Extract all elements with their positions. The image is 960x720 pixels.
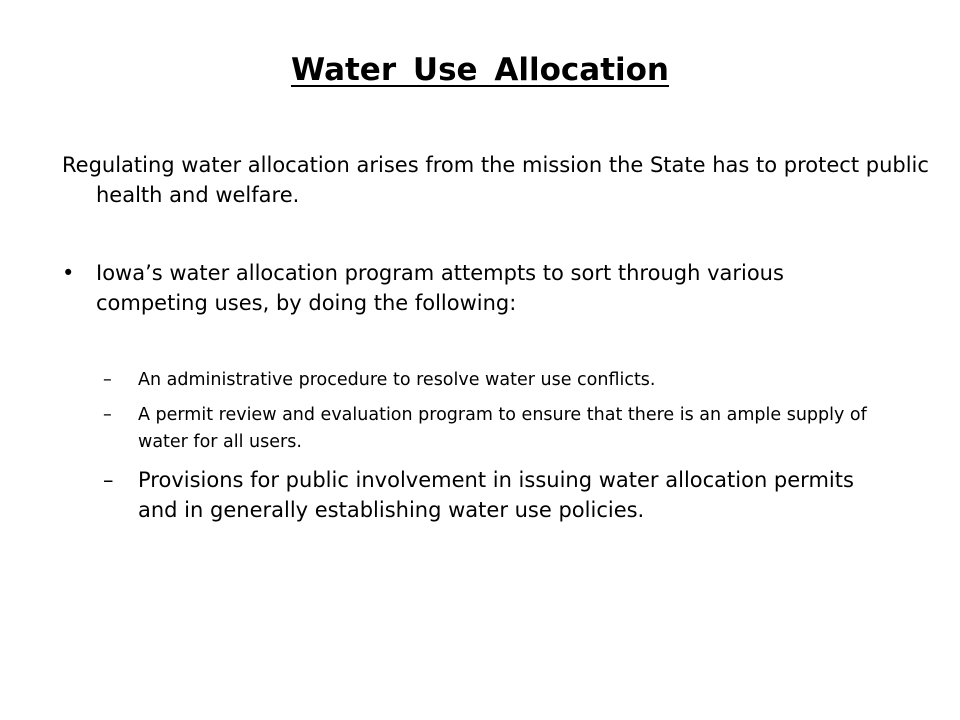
slide-title: Water Use Allocation	[290, 52, 670, 88]
sub-item-text: A permit review and evaluation program to ensure that there is an ample supply of water for all users.	[138, 405, 867, 452]
intro-paragraph: Regulating water allocation arises from the mission the State has to protect public health and welfare.	[62, 153, 929, 207]
dash-marker: –	[103, 370, 112, 390]
sub-item-text: Provisions for public involvement in issuing water allocation permits and in generally establishing water use policies.	[138, 468, 854, 522]
sub-item-text: An administrative procedure to resolve water use conflicts.	[138, 370, 656, 390]
dash-marker: –	[103, 468, 114, 492]
bullet-marker: •	[62, 261, 75, 285]
bullet-text: Iowa’s water allocation program attempts to sort through various competing uses, by doing the following:	[96, 261, 784, 315]
dash-marker: –	[103, 405, 112, 425]
